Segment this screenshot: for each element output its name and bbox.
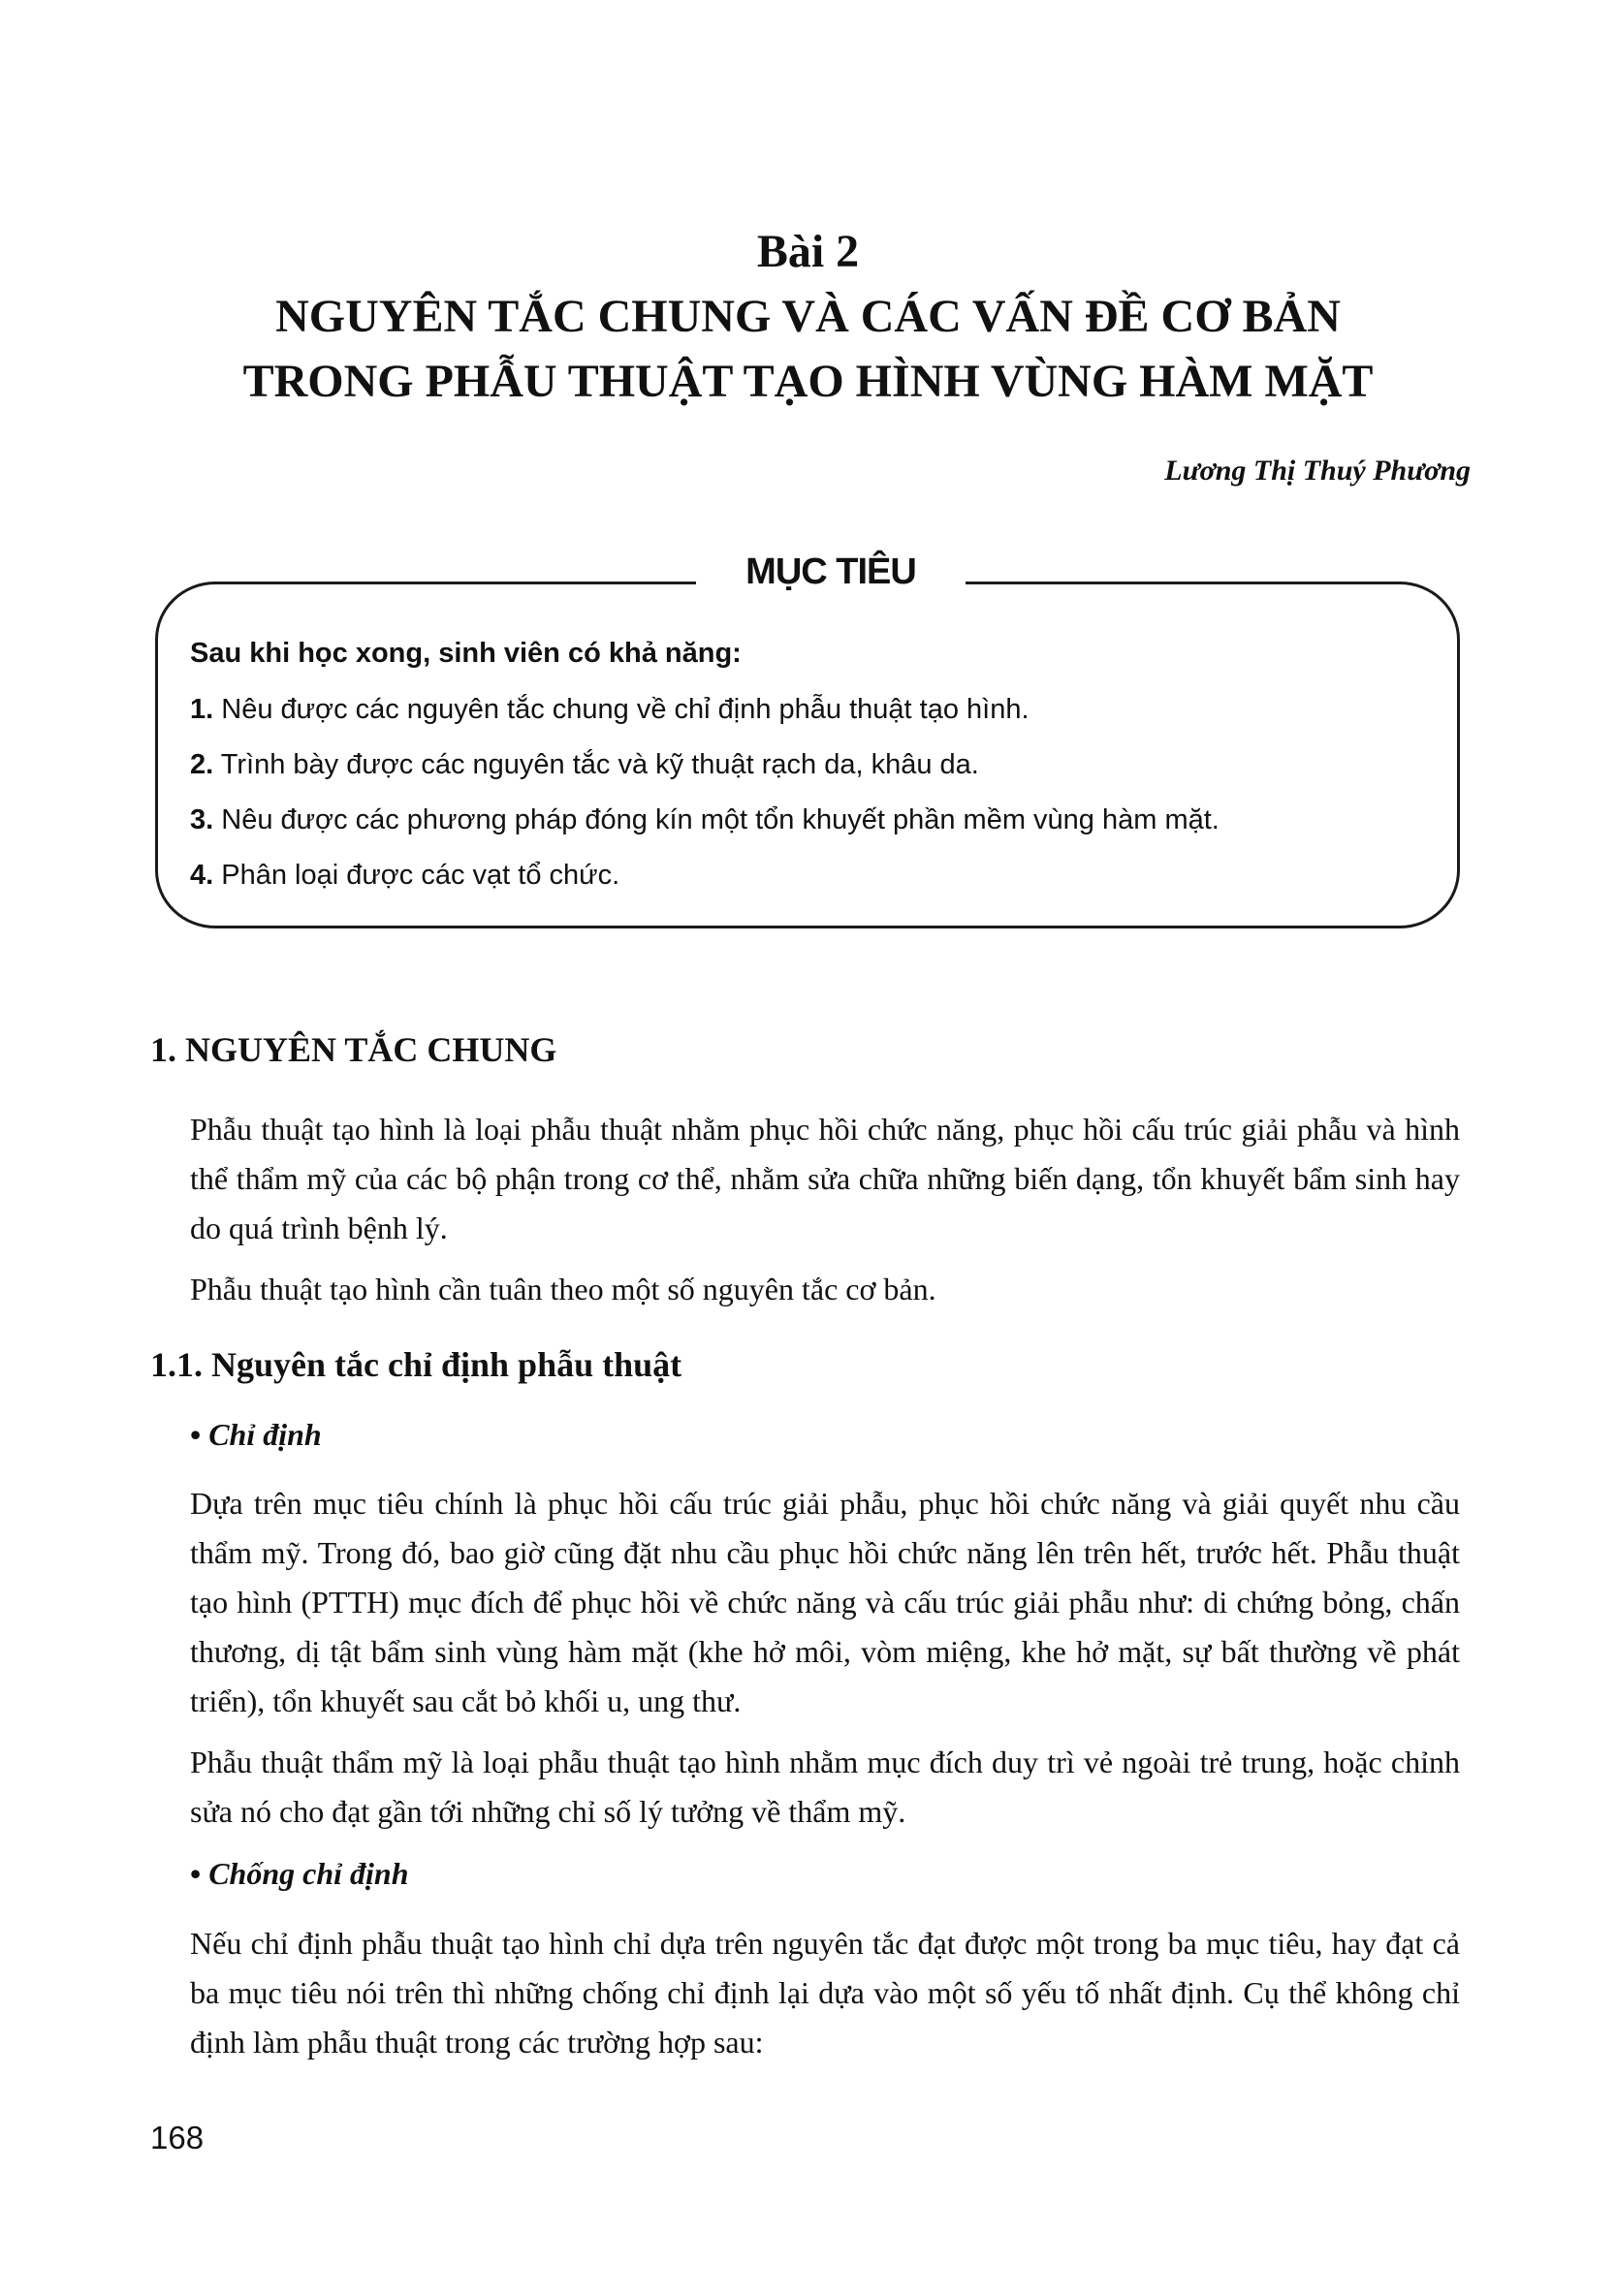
contraindication-heading bbox=[190, 1853, 409, 1894]
objectives-list bbox=[190, 690, 1220, 911]
body-paragraph: Dựa trên mục tiêu chính là phục hồi cấu trúc giải phẫu, phục hồi chức năng và giải quyết nhu cầu thẩm mỹ. Trong đó, bao giờ cũng đặt nhu cầu phục hồi chức năng lên trên hết, trước hết. Phẫu thuật tạo hình (PTTH) mục đích để phục hồi về chức năng và cấu trúc giải phẫu như: di chứng bỏng, chấn thương, dị tật bẩm sinh vùng hàm mặt (khe hở môi, vòm miệng, khe hở mặt, sự bất thường về phát triển), tổn khuyết sau cắt bỏ khối u, ung thư. bbox=[190, 1486, 1460, 1718]
body-paragraph: Phẫu thuật tạo hình là loại phẫu thuật nhằm phục hồi chức năng, phục hồi cấu trúc giải phẫu và hình thể thẩm mỹ của các bộ phận trong cơ thể, nhằm sửa chữa những biến dạng, tổn khuyết bẩm sinh hay do quá trình bệnh lý. bbox=[190, 1112, 1460, 1245]
objective-item bbox=[190, 690, 1220, 745]
objectives-intro: Sau khi học xong, sinh viên có khả năng: bbox=[190, 638, 742, 669]
body-paragraph: Phẫu thuật tạo hình cần tuân theo một số nguyên tắc cơ bản. bbox=[190, 1272, 936, 1306]
indication-heading-text: Chỉ định bbox=[208, 1417, 322, 1452]
body-paragraph: Nếu chỉ định phẫu thuật tạo hình chỉ dựa trên nguyên tắc đạt được một trong ba mục tiêu, hay đạt cả ba mục tiêu nói trên thì những chống chỉ định lại dựa vào một số yếu tố nhất định. Cụ thể không chỉ định làm phẫu thuật trong các trường hợp sau: bbox=[190, 1926, 1460, 2060]
page-number: 168 bbox=[150, 2120, 205, 2155]
indication-heading bbox=[190, 1414, 322, 1455]
objective-number: 1. bbox=[190, 694, 214, 725]
objective-text: Nêu được các phương pháp đóng kín một tổn khuyết phần mềm vùng hàm mặt. bbox=[221, 804, 1220, 835]
bullet-icon: • bbox=[190, 1417, 202, 1452]
objective-text: Nêu được các nguyên tắc chung về chỉ định phẫu thuật tạo hình. bbox=[221, 694, 1030, 725]
bullet-icon: • bbox=[190, 1856, 202, 1891]
objective-number: 3. bbox=[190, 804, 214, 835]
objective-item bbox=[190, 745, 1220, 801]
page-title-line-2: TRONG PHẪU THUẬT TẠO HÌNH VÙNG HÀM MẶT bbox=[242, 356, 1374, 407]
contraindication-heading-text: Chống chỉ định bbox=[208, 1856, 409, 1891]
subsection-heading-1-1: 1.1. Nguyên tắc chỉ định phẫu thuật bbox=[150, 1345, 682, 1384]
objective-number: 4. bbox=[190, 860, 214, 891]
objective-text: Trình bày được các nguyên tắc và kỹ thuật rạch da, khâu da. bbox=[220, 749, 979, 780]
objective-text: Phân loại được các vạt tổ chức. bbox=[221, 860, 620, 891]
lesson-number: Bài 2 bbox=[756, 226, 860, 277]
objective-number: 2. bbox=[190, 749, 214, 780]
body-paragraph: Phẫu thuật thẩm mỹ là loại phẫu thuật tạo hình nhằm mục đích duy trì vẻ ngoài trẻ trung, hoặc chỉnh sửa nó cho đạt gần tới những chỉ số lý tưởng về thẩm mỹ. bbox=[190, 1745, 1460, 1829]
objectives-heading: MỤC TIÊU bbox=[696, 549, 966, 595]
page-title-line-1: NGUYÊN TẮC CHUNG VÀ CÁC VẤN ĐỀ CƠ BẢN bbox=[275, 291, 1341, 342]
section-heading-1: 1. NGUYÊN TẮC CHUNG bbox=[150, 1030, 557, 1069]
objective-item bbox=[190, 856, 1220, 911]
author-name: Lương Thị Thuý Phương bbox=[1164, 455, 1471, 487]
objective-item bbox=[190, 801, 1220, 856]
